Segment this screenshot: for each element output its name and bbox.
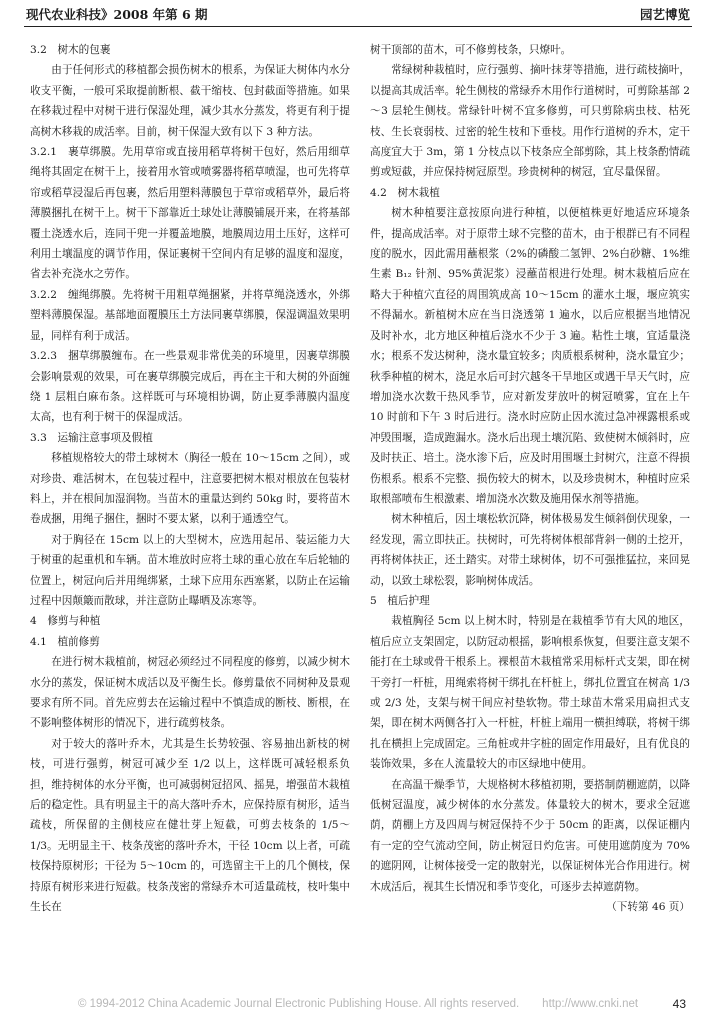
- paragraph: 常绿树种栽植时，应行强剪、摘叶抹芽等措施，进行疏枝摘叶，以提高其成活率。轮生侧枝的常绿乔木用作行道树时，可剪除基部 2～3 层轮生侧枝。常绿针叶树不宜多修剪，可只剪除病虫枝、枯死枝、生长衰弱枝、过密的轮生枝和下垂枝。用作行道树的乔木，定干高度宜大于 3m，第 1 分枝点以下枝条应全部剪除，其上枝条酌情疏剪或短截，并应保持树冠原型。珍贵树种的树冠，宜尽量保留。: [370, 64, 690, 179]
- paragraph: 移植规格较大的带土球树木（胸径一般在 10～15cm 之间），或对珍贵、难活树木，在包装过程中，注意要把树木根对根放在包装材料上，并在根间加湿润物。当苗木的重量达到约 50kg 时，要将苗木卷成捆，用绳子捆住，捆时不要太紧，以利于通透空气。: [30, 452, 350, 526]
- paragraph: 栽植胸径 5cm 以上树木时，特别是在栽植季节有大风的地区，植后应立支架固定，以防冠动根摇，影响根系恢复，但要注意支架不能打在土球或骨干根系上。裸根苗木栽植常采用标杆式支架，即在树干旁打一杆桩，用绳索将树干绑扎在杆桩上，绑扎位置宜在树高 1/3 或 2/3 处，支架与树干间应衬垫软物。带土球苗木常采用扁担式支架，即在树木两侧各打入一杆桩，杆桩上端用一横担缚联，将树干绑扎在横担上完成固定。三角桩或井字桩的固定作用最好，且有优良的装饰效果，多在人流量较大的市区绿地中使用。: [370, 615, 690, 771]
- copyright-footer: © 1994-2012 China Academic Journal Electronic Publishing House. All rights reserved. http://www.cnki.net: [77, 998, 639, 1010]
- paragraph: 树木种植后，因土壤松软沉降，树体极易发生倾斜倒伏现象，一经发现，需立即扶正。扶树时，可先将树体根部背斜一侧的土挖开，再将树体扶正，还土踏实。对带土球树体，切不可强推猛拉，来回晃动，以致土球松裂，影响树体成活。: [370, 513, 690, 587]
- page-number: 43: [672, 997, 686, 1011]
- paragraph: 树木种植要注意按原向进行种植，以便植株更好地适应环境条件，提高成活率。对于原带土球不完整的苗木，由于根群已有不同程度的脱水，因此需用蘸根浆（2%的磷酸二氢钾、2%白砂糖、1%维生素 B₁₂ 针剂、95%黄泥浆）浸蘸苗根进行处理。树木栽植后应在略大于种植穴直径的周围筑成高 10～15cm 的灌水土堰，堰应筑实不得漏水。新植树木应在当日浇透第 1 遍水，以后应根据当地情况及时补水，北方地区种植后浇水不少于 3 遍。粘性土壤，宜适量浇水；根系不发达树种，浇水量宜较多；肉质根系树种，浇水量宜少；秋季种植的树木，浇足水后可封穴越冬干旱地区或遇干旱天气时，应增加浇水次数干热风季节，应对新发芽放叶的树冠喷雾，宜在上午 10 时前和下午 3 时后进行。浇水时应防止因水流过急冲裸露根系或冲毁围堰，造成跑漏水。浇水后出现土壤沉陷、致使树木倾斜时，应及时扶正、培土。浇水渗下后，应及时用围堰土封树穴，注意不得损伤根系。根系不完整、损伤较大的树木，以及珍贵树木，种植时应采取根部喷布生根激素、增加浇水次数及施用保水剂等措施。: [370, 207, 690, 505]
- paragraph: 由于任何形式的移植都会损伤树木的根系，为保证大树体内水分收支平衡，一般可采取提前断根、截干缩枝、包封截面等措施。如果在移栽过程中对树干进行保湿处理，减少其水分蒸发，将更有利于提高树木移栽的成活率。目前，树干保湿大致有以下 3 种方法。: [30, 64, 350, 138]
- section-title: 园艺博览: [639, 7, 690, 22]
- page-header: [24, 4, 692, 27]
- left-column: [30, 40, 350, 917]
- journal-title: 现代农业科技》2008 年第 6 期: [26, 7, 208, 22]
- section-heading: 3.3 运输注意事项及假植: [30, 431, 153, 444]
- paragraph: 3.2.1 裹草绑膜。先用草帘或直接用稻草将树干包好，然后用细草绳将其固定在树干上，接着用水管或喷雾器将稻草喷湿，也可先将草帘或稻草浸湿后再包裹，然后用塑料薄膜包于草帘或稻草外，最后将薄膜捆扎在树干上。树干下部靠近土球处让薄膜铺展开来，在将基部覆土浇透水后，连同干兜一并覆盖地膜，地膜周边用土压好，这样可利用土壤温度的调节作用，保证裹树干空间内有足够的温度和湿度，省去补充浇水之劳作。: [30, 146, 350, 281]
- section-heading: 4.1 植前修剪: [30, 635, 100, 648]
- section-heading: 4 修剪与种植: [30, 615, 101, 628]
- section-heading: 4.2 树木栽植: [370, 186, 440, 199]
- paragraph: 3.2.3 捆草绑膜缠布。在一些景观非常优美的环境里，因裹草绑膜会影响景观的效果，可在裹草绑膜完成后，再在主干和大树的外面缠绕 1 层粗白麻布条。这样既可与环境相协调，防止夏季薄膜内温度太高，也有利于树干的保湿成活。: [30, 350, 350, 424]
- section-heading: 3.2 树木的包裹: [30, 44, 111, 56]
- paragraph: 在进行树木栽植前，树冠必须经过不同程度的修剪，以减少树木水分的蒸发，保证树木成活以及平衡生长。修剪量依不同树种及景观要求有所不同。首先应剪去在运输过程中不慎造成的断枝、断根，在不影响整体树形的情况下，进行疏剪枝条。: [30, 656, 350, 730]
- paragraph: 在高温干燥季节，大规格树木移植初期，要搭制荫棚遮荫，以降低树冠温度，减少树体的水分蒸发。体量较大的树木，要求全冠遮荫，荫棚上方及四周与树冠保持不少于 50cm 的距离，以保证棚内有一定的空气流动空间，防止树冠日灼危害。可使用遮荫度为 70%的遮阴网，让树体接受一定的散射光，以保证树体光合作用进行。树木成活后，视其生长情况和季节变化，可逐步去掉遮荫物。: [370, 778, 690, 893]
- paragraph: 对于较大的落叶乔木，尤其是生长势较强、容易抽出新枝的树枝，可进行强剪，树冠可减少至 1/2 以上，这样既可减轻根系负担，维持树体的水分平衡，也可减弱树冠招风、摇晃，增强苗木栽植后的稳定性。具有明显主干的高大落叶乔木，应保持原有树形，适当疏枝，所保留的主侧枝应在健壮芽上短截，可剪去枝条的 1/5～1/3。无明显主干、枝条茂密的落叶乔木，干径 10cm 以上者，可疏枝保持原树形；干径为 5～10cm 的，可选留主干上的几个侧枝，保持原有树形来进行短截。枝条茂密的常绿乔木可适量疏枝，枝叶集中生长在: [30, 737, 350, 914]
- section-heading: 5 植后护理: [370, 594, 430, 607]
- continued-note: （下转第 46 页）: [606, 901, 690, 914]
- paragraph: 树干顶部的苗木，可不修剪枝条，只燎叶。: [370, 44, 572, 56]
- paragraph: 对于胸径在 15cm 以上的大型树木，应选用起吊、装运能力大于树重的起重机和车辆。苗木堆放时应将土球的重心放在车后轮轴的位置上，树冠向后并用绳绑紧，土球下应用东西塞紧，以防止在运输过程中因颠簸而散球，并注意防止曝晒及冻寒等。: [30, 533, 350, 607]
- right-column: [370, 40, 690, 917]
- paragraph: 3.2.2 缠绳绑膜。先将树干用粗草绳捆紧，并将草绳浇透水，外绑塑料薄膜保湿。基部地面覆膜压土方法同裹草绑膜，保湿调温效果明显，同样有利于成活。: [30, 288, 350, 342]
